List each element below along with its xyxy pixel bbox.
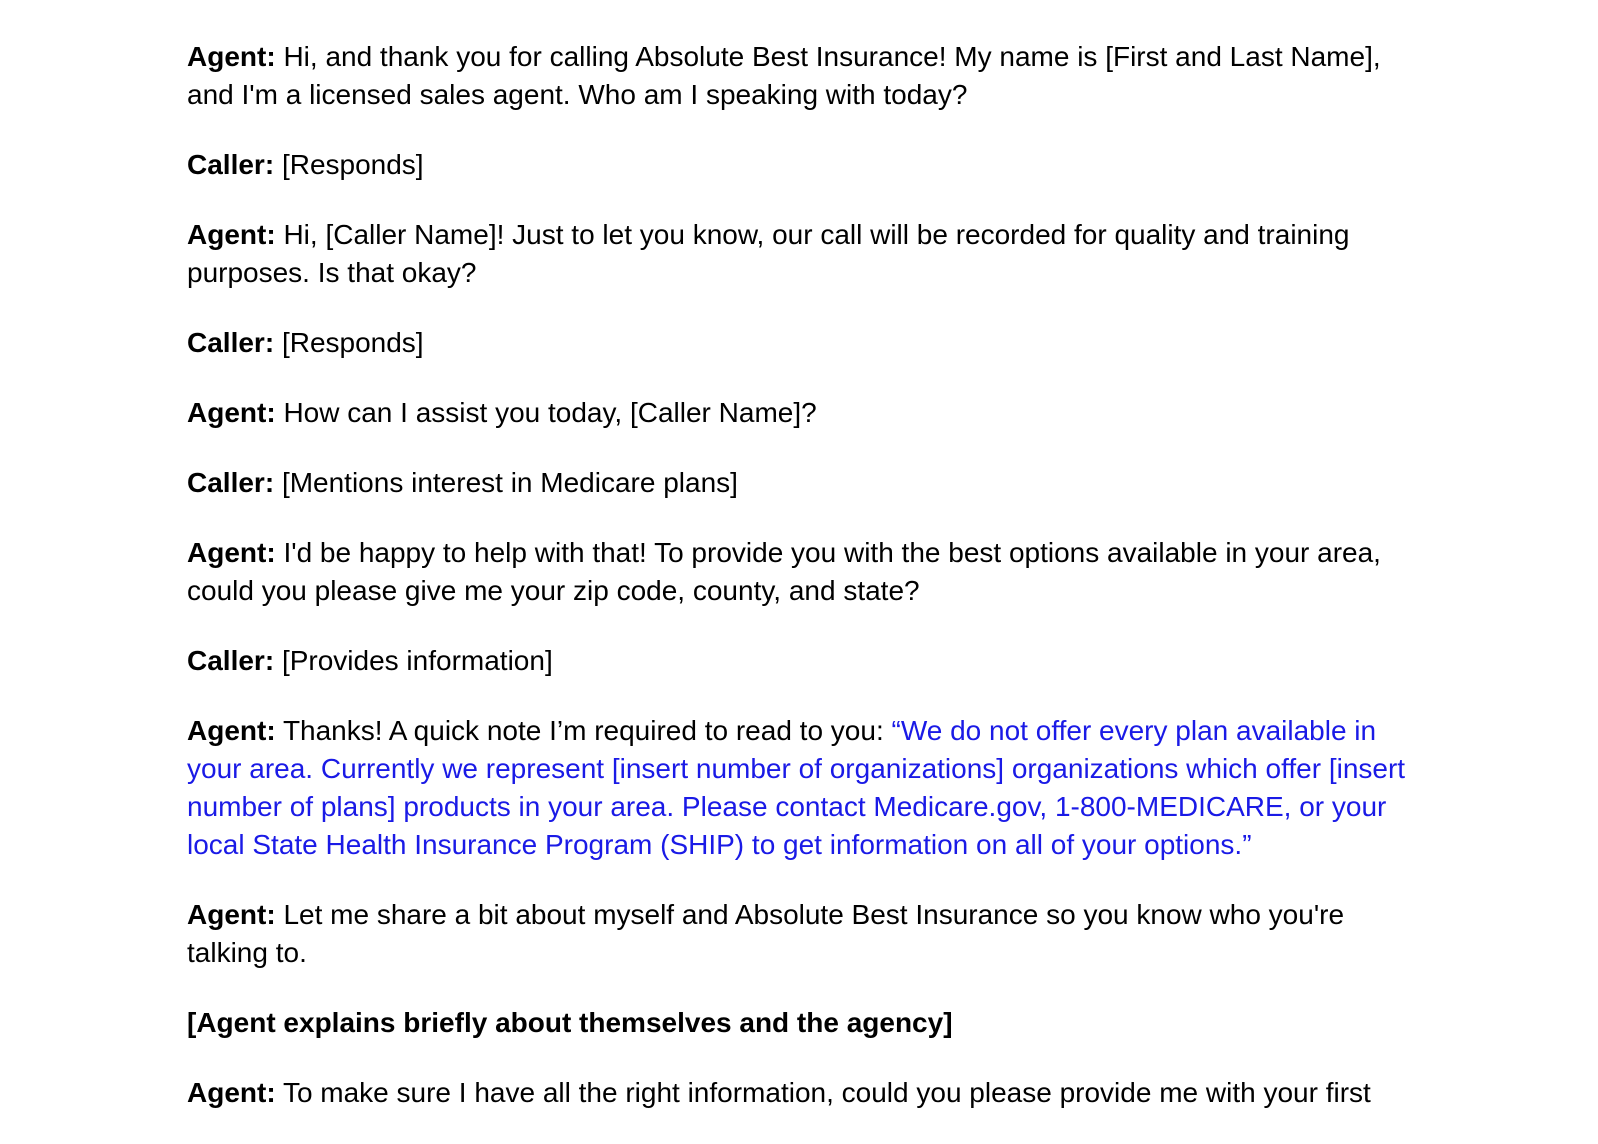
speaker-label: Agent: (187, 41, 276, 72)
script-line (187, 712, 1427, 864)
line-text: [Responds] (281, 149, 424, 180)
line-text: Hi, and thank you for calling Absolute Best Insurance! My name is [First and Last Name], and I'm a licensed sales agent. Who am I speaking with today? (187, 41, 1381, 110)
script-line (187, 216, 1427, 292)
required-disclaimer-text: “We do not offer every plan available in your area. Currently we represent [insert number of organizations] organizations which offer [insert number of plans] products in your area. Please contact Medicare.gov, 1-800-MEDICARE, or your local State Health Insurance Program (SHIP) to get information on all of your options.” (187, 715, 1406, 860)
stage-direction: [Agent explains briefly about themselves and the agency] (187, 1007, 953, 1038)
script-line (187, 324, 1427, 362)
speaker-label: Caller: (187, 327, 275, 358)
speaker-label: Agent: (187, 715, 276, 746)
speaker-label: Caller: (187, 149, 275, 180)
speaker-label: Agent: (187, 537, 276, 568)
speaker-label: Agent: (187, 1077, 276, 1108)
speaker-label: Agent: (187, 219, 276, 250)
script-line (187, 642, 1427, 680)
speaker-label: Agent: (187, 899, 276, 930)
script-line (187, 394, 1427, 432)
line-text: I'd be happy to help with that! To provide you with the best options available in your area, could you please give me your zip code, county, and state? (187, 537, 1381, 606)
call-script-document (187, 38, 1427, 1144)
script-line (187, 534, 1427, 610)
line-text: How can I assist you today, [Caller Name]? (283, 397, 817, 428)
script-line (187, 464, 1427, 502)
script-line (187, 896, 1427, 972)
line-text: [Provides information] (281, 645, 553, 676)
line-text: To make sure I have all the right information, could you please provide me with your first (282, 1077, 1371, 1108)
line-text: Thanks! A quick note I’m required to read to you: (282, 715, 884, 746)
script-line (187, 38, 1427, 114)
line-text: Hi, [Caller Name]! Just to let you know, our call will be recorded for quality and training purposes. Is that okay? (187, 219, 1350, 288)
script-line (187, 146, 1427, 184)
line-text: [Responds] (281, 327, 424, 358)
script-line (187, 1074, 1427, 1112)
speaker-label: Caller: (187, 467, 275, 498)
line-text: [Mentions interest in Medicare plans] (281, 467, 738, 498)
line-text: Let me share a bit about myself and Absolute Best Insurance so you know who you're talking to. (187, 899, 1345, 968)
speaker-label: Caller: (187, 645, 275, 676)
speaker-label: Agent: (187, 397, 276, 428)
